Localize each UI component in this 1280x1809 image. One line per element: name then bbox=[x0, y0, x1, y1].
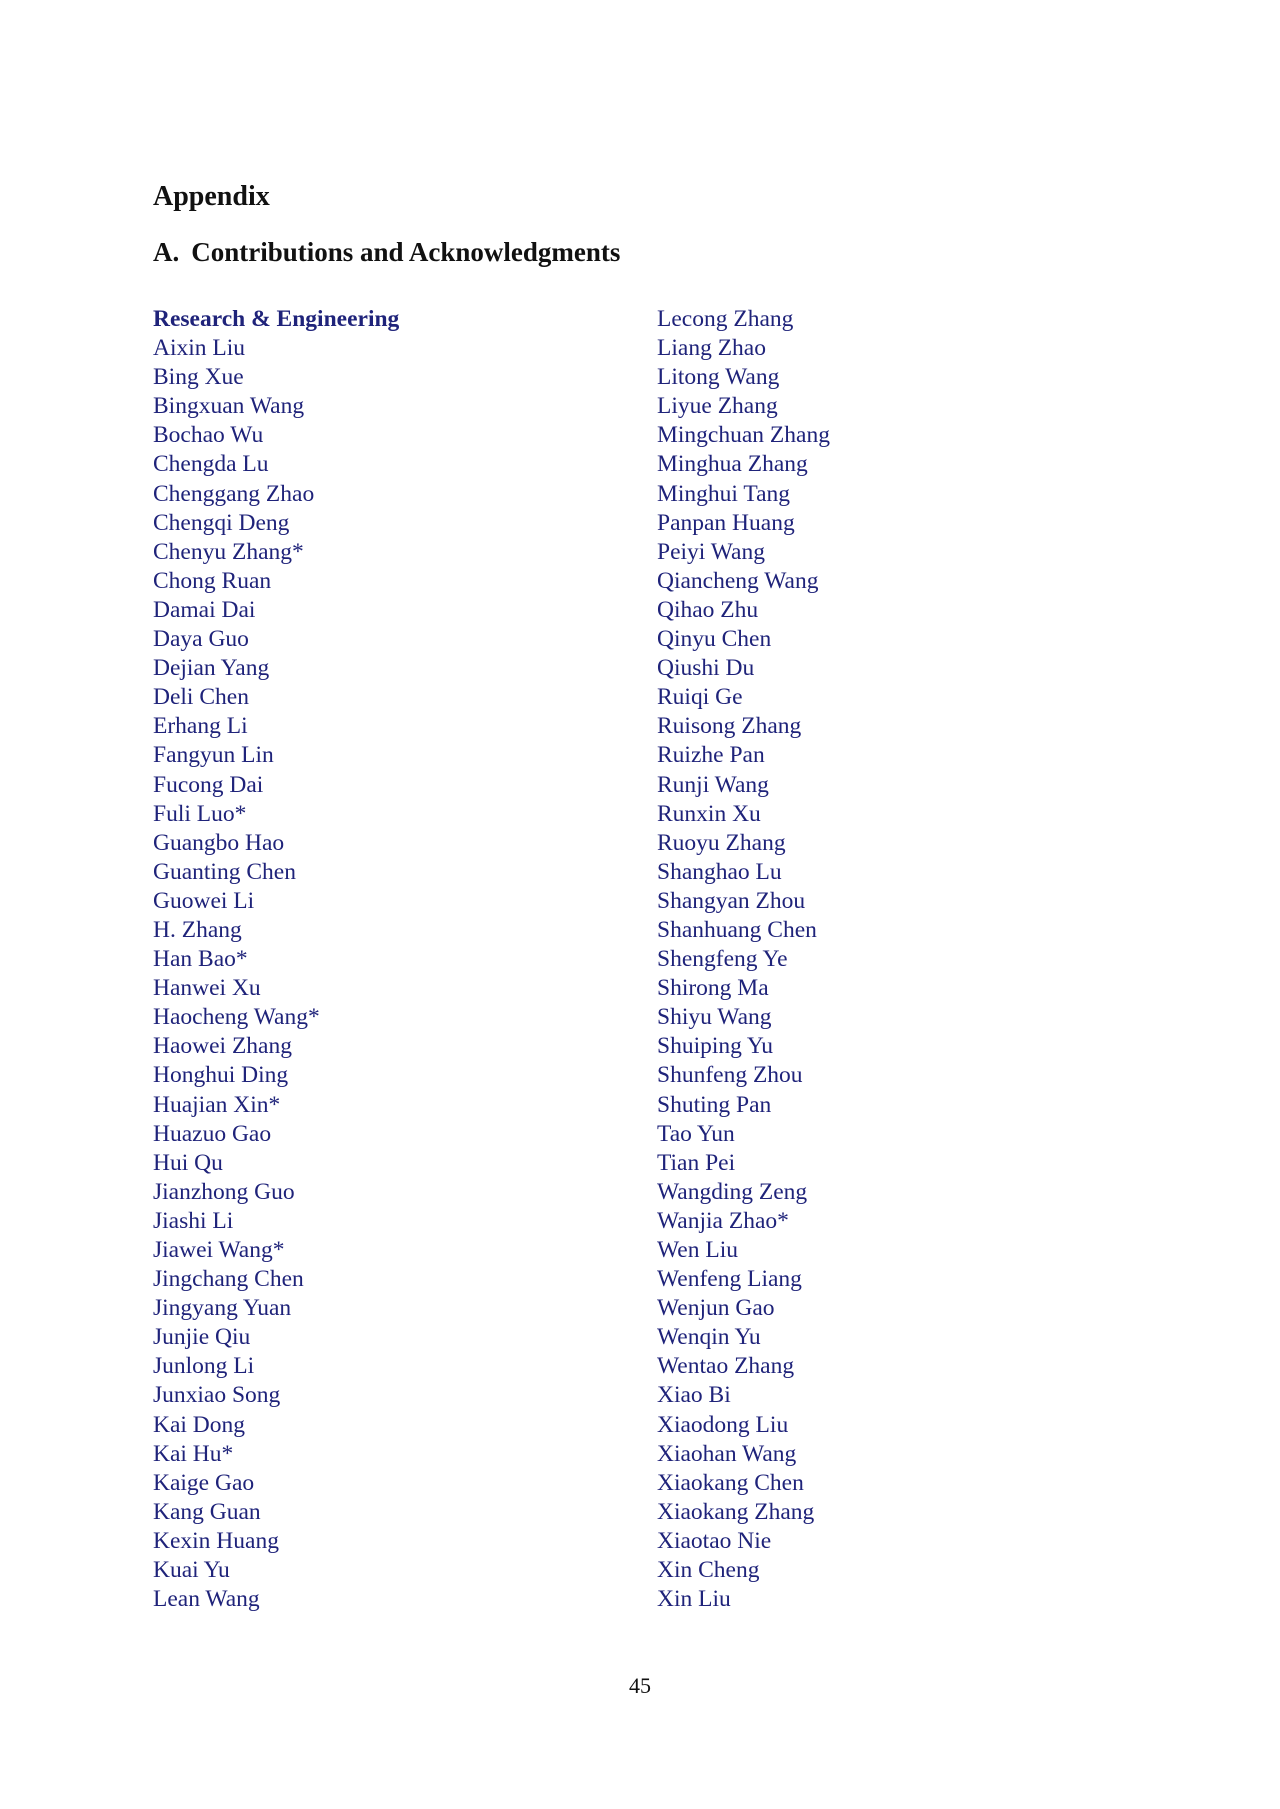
contributor-name: Jianzhong Guo bbox=[153, 1178, 295, 1205]
contributor-name: H. Zhang bbox=[153, 916, 242, 943]
section-title-text: Contributions and Acknowledgments bbox=[191, 237, 621, 267]
contributor-name: Han Bao* bbox=[153, 946, 248, 973]
contributor-name: Tao Yun bbox=[657, 1120, 735, 1147]
contributor-name: Wenfeng Liang bbox=[657, 1266, 802, 1293]
contributor-name: Minghui Tang bbox=[657, 480, 791, 507]
section-title bbox=[153, 235, 620, 269]
contributor-name: Xiaodong Liu bbox=[657, 1411, 789, 1438]
contributor-name: Qinyu Chen bbox=[657, 626, 772, 653]
contributor-name: Fangyun Lin bbox=[153, 742, 274, 769]
contributor-name: Hanwei Xu bbox=[153, 975, 261, 1002]
contributor-name: Shuting Pan bbox=[657, 1091, 772, 1118]
contributor-name: Jiawei Wang* bbox=[153, 1237, 285, 1263]
section-number: A. bbox=[153, 237, 180, 267]
contributor-name: Fuli Luo* bbox=[153, 800, 247, 827]
contributor-name: Peiyi Wang bbox=[657, 538, 765, 565]
contributor-name: Shengfeng Ye bbox=[657, 946, 788, 973]
contributor-name: Bochao Wu bbox=[153, 422, 264, 449]
contributor-name: Mingchuan Zhang bbox=[657, 422, 830, 449]
contributor-name: Wangding Zeng bbox=[657, 1178, 808, 1205]
contributor-name: Honghui Ding bbox=[153, 1062, 289, 1089]
contributor-name: Haowei Zhang bbox=[153, 1033, 292, 1060]
contributor-name: Liyue Zhang bbox=[657, 393, 778, 420]
contributor-name: Huajian Xin* bbox=[153, 1091, 281, 1118]
page-number: 45 bbox=[629, 1673, 651, 1698]
contributor-name: Xiaokang Chen bbox=[657, 1469, 804, 1496]
contributor-name: Ruiqi Ge bbox=[657, 684, 743, 711]
contributor-name: Kaige Gao bbox=[153, 1469, 255, 1496]
contributor-name: Chenggang Zhao bbox=[153, 480, 315, 507]
contributor-name: Xiao Bi bbox=[657, 1382, 731, 1409]
contributor-name: Shirong Ma bbox=[657, 975, 769, 1002]
contributor-name: Huazuo Gao bbox=[153, 1120, 272, 1147]
contributor-name: Chengda Lu bbox=[153, 451, 269, 478]
contributor-name: Junxiao Song bbox=[153, 1382, 281, 1409]
contributor-name: Haocheng Wang* bbox=[153, 1004, 320, 1031]
contributor-name: Junjie Qiu bbox=[153, 1324, 251, 1351]
contributors-right-column bbox=[657, 305, 830, 1614]
contributors-left-column bbox=[153, 305, 399, 1614]
contributor-name: Dejian Yang bbox=[153, 655, 270, 682]
contributor-name: Tian Pei bbox=[657, 1149, 736, 1176]
contributor-name: Xiaokang Zhang bbox=[657, 1498, 815, 1525]
contributor-name: Jiashi Li bbox=[153, 1207, 234, 1234]
contributor-name: Daya Guo bbox=[153, 626, 249, 653]
contributor-name: Shuiping Yu bbox=[657, 1033, 773, 1060]
contributor-name: Deli Chen bbox=[153, 684, 249, 711]
contributor-name: Bingxuan Wang bbox=[153, 393, 305, 420]
contributor-name: Ruizhe Pan bbox=[657, 742, 765, 769]
contributor-name: Ruisong Zhang bbox=[657, 713, 802, 740]
contributor-name: Minghua Zhang bbox=[657, 451, 808, 478]
contributor-name: Shiyu Wang bbox=[657, 1004, 772, 1031]
contributor-name: Xin Cheng bbox=[657, 1557, 760, 1584]
contributor-name: Liang Zhao bbox=[657, 335, 766, 362]
contributor-name: Kexin Huang bbox=[153, 1527, 279, 1554]
contributor-name: Chenyu Zhang* bbox=[153, 538, 304, 565]
contributor-name: Bing Xue bbox=[153, 364, 244, 391]
contributor-name: Kang Guan bbox=[153, 1498, 261, 1525]
contributor-name: Qihao Zhu bbox=[657, 596, 759, 623]
contributor-name: Xiaohan Wang bbox=[657, 1440, 797, 1467]
contributor-name: Qiushi Du bbox=[657, 655, 755, 682]
contributor-name: Wanjia Zhao* bbox=[657, 1207, 789, 1234]
contributor-name: Aixin Liu bbox=[153, 335, 246, 362]
contributor-name: Runji Wang bbox=[657, 771, 769, 798]
contributor-name: Erhang Li bbox=[153, 713, 248, 740]
contributor-name: Guowei Li bbox=[153, 887, 255, 914]
appendix-title: Appendix bbox=[153, 181, 270, 212]
contributor-name: Chong Ruan bbox=[153, 567, 272, 594]
contributor-name: Hui Qu bbox=[153, 1149, 223, 1176]
contributor-name: Shunfeng Zhou bbox=[657, 1062, 803, 1089]
contributor-name: Lecong Zhang bbox=[657, 306, 794, 332]
contributor-name: Chengqi Deng bbox=[153, 509, 290, 536]
contributor-name: Shangyan Zhou bbox=[657, 887, 806, 914]
contributor-name: Guanting Chen bbox=[153, 858, 296, 885]
contributor-name: Jingyang Yuan bbox=[153, 1295, 292, 1322]
contributor-name: Wentao Zhang bbox=[657, 1353, 795, 1380]
contributor-name: Wen Liu bbox=[657, 1237, 738, 1263]
contributor-name: Kai Dong bbox=[153, 1411, 246, 1438]
contributor-name: Qiancheng Wang bbox=[657, 567, 819, 594]
contributor-name: Panpan Huang bbox=[657, 509, 795, 536]
contributor-name: Runxin Xu bbox=[657, 800, 761, 827]
contributor-name: Junlong Li bbox=[153, 1353, 255, 1380]
contributor-name: Damai Dai bbox=[153, 596, 256, 623]
contributor-name: Xin Liu bbox=[657, 1586, 731, 1613]
contributor-name: Shanghao Lu bbox=[657, 858, 782, 885]
contributor-name: Lean Wang bbox=[153, 1586, 260, 1613]
contributor-name: Kuai Yu bbox=[153, 1557, 230, 1584]
contributor-name: Shanhuang Chen bbox=[657, 916, 817, 943]
contributor-name: Litong Wang bbox=[657, 364, 780, 391]
contributor-name: Wenqin Yu bbox=[657, 1324, 761, 1351]
contributor-name: Jingchang Chen bbox=[153, 1266, 304, 1293]
group-heading: Research & Engineering bbox=[153, 306, 400, 332]
contributor-name: Xiaotao Nie bbox=[657, 1527, 772, 1554]
contributor-name: Guangbo Hao bbox=[153, 829, 285, 856]
contributor-name: Wenjun Gao bbox=[657, 1295, 775, 1322]
contributor-name: Fucong Dai bbox=[153, 771, 264, 798]
contributor-name: Ruoyu Zhang bbox=[657, 829, 786, 856]
contributor-name: Kai Hu* bbox=[153, 1440, 234, 1467]
